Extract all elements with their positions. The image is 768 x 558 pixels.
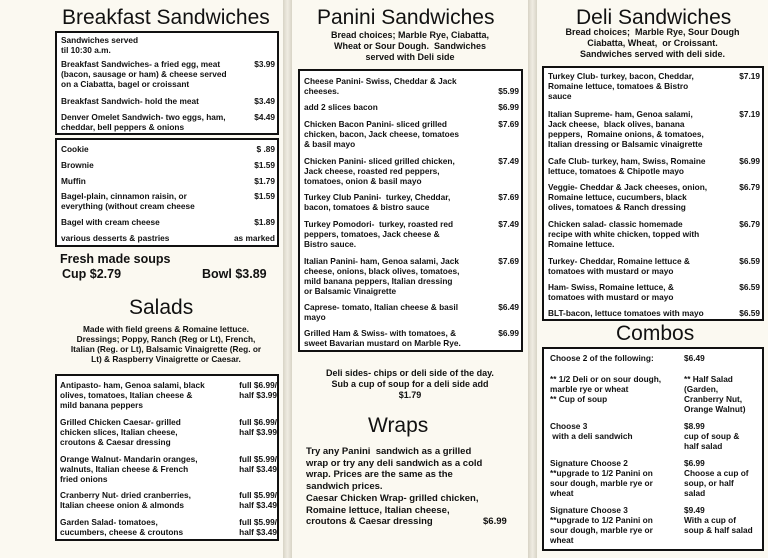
list-item: Cranberry Nut- dried cranberries, Italian cheese onion & almonds full $5.99/ half $3.49 bbox=[60, 490, 277, 510]
list-item: Choose 2 of the following: $6.49 bbox=[550, 353, 705, 363]
soups-heading: Fresh made soups bbox=[60, 252, 171, 266]
combos-title: Combos bbox=[616, 322, 695, 345]
left-panel bbox=[0, 0, 283, 558]
list-item: BLT-bacon, lettuce tomatoes with mayo $6.59 bbox=[548, 308, 760, 318]
list-item: Grilled Chicken Caesar- grilled chicken slices, Italian cheese, croutons & Caesar dressing full $6.99/ half $3.99 bbox=[60, 417, 277, 447]
list-item: Italian Supreme- ham, Genoa salami, Jack cheese, black olives, banana peppers, Romaine onions, & tomatoes, Italian dressing or Balsamic vinaigrette $7.19 bbox=[548, 109, 760, 149]
soup-bowl-price: Bowl $3.89 bbox=[202, 267, 267, 281]
list-item: Turkey- Cheddar, Romaine lettuce & tomatoes with mustard or mayo $6.59 bbox=[548, 256, 760, 276]
list-item: Signature Choose 3 **upgrade to 1/2 Panini on sour dough, marble rye or wheat $9.49 With a cup of soup & half salad bbox=[550, 505, 753, 545]
list-item: Breakfast Sandwich- hold the meat $3.49 bbox=[61, 96, 275, 106]
salads-title: Salads bbox=[129, 296, 194, 319]
list-item: Caprese- tomato, Italian cheese & basil mayo $6.49 bbox=[304, 302, 519, 322]
right-panel bbox=[537, 0, 768, 558]
caesar-wrap-price: $6.99 bbox=[483, 516, 507, 527]
list-item: Garden Salad- tomatoes, cucumbers, cheese & croutons full $5.99/ half $3.49 bbox=[60, 517, 277, 537]
list-item: Cafe Club- turkey, ham, Swiss, Romaine lettuce, tomatoes & Chipotle mayo $6.99 bbox=[548, 156, 760, 176]
deli-box bbox=[542, 66, 764, 321]
center-panel bbox=[292, 0, 528, 558]
list-item: Antipasto- ham, Genoa salami, black olives, tomatoes, Italian cheese & mild banana peppers full $6.99/ half $3.99 bbox=[60, 380, 277, 410]
fold-gutter-left bbox=[283, 0, 292, 558]
list-item: ** 1/2 Deli or on sour dough, marble rye or wheat ** Cup of soup ** Half Salad (Garden, Cranberry Nut, Orange Walnut) bbox=[550, 374, 746, 414]
list-item: Signature Choose 2 **upgrade to 1/2 Panini on sour dough, marble rye or wheat $6.99 Choose a cup of soup, or half salad bbox=[550, 458, 749, 498]
wraps-intro: Try any Panini sandwich as a grilled wrap or try any deli sandwich as a cold wrap. Prices are the same as the sandwich prices. bbox=[306, 446, 483, 492]
list-item: Chicken salad- classic homemade recipe with white chicken, topped with Romaine lettuce. $6.79 bbox=[548, 219, 760, 249]
list-item: Denver Omelet Sandwich- two eggs, ham, cheddar, bell peppers & onions $4.49 bbox=[61, 112, 275, 132]
salads-box bbox=[55, 374, 279, 541]
breakfast-title: Breakfast Sandwiches bbox=[62, 6, 270, 29]
list-item: Grilled Ham & Swiss- with tomatoes, & sweet Bavarian mustard on Marble Rye. $6.99 bbox=[304, 328, 519, 348]
caesar-wrap-desc: Caesar Chicken Wrap- grilled chicken, Romaine lettuce, Italian cheese, croutons & Caesar dressing bbox=[306, 493, 479, 527]
list-item: Turkey Club Panini- turkey, Cheddar, bacon, tomatoes & bistro sauce $7.69 bbox=[304, 192, 519, 212]
deli-title: Deli Sandwiches bbox=[576, 6, 732, 29]
list-item: Chicken Panini- sliced grilled chicken, Jack cheese, roasted red peppers, tomatoes, onion & basil mayo $7.49 bbox=[304, 156, 519, 186]
deli-intro: Bread choices; Marble Rye, Sour Dough Ciabatta, Wheat, or Croissant. Sandwiches served with deli side. bbox=[565, 27, 740, 59]
soup-cup-price: Cup $2.79 bbox=[62, 267, 122, 281]
list-item: Breakfast Sandwiches- a fried egg, meat (bacon, sausage or ham) & cheese served on a Ciabatta, bagel or croissant $3.99 bbox=[61, 59, 275, 89]
list-item: Orange Walnut- Mandarin oranges, walnuts, Italian cheese & French fried onions full $5.99/ half $3.49 bbox=[60, 454, 277, 484]
combos-box bbox=[542, 347, 764, 551]
list-item: Chicken Bacon Panini- sliced grilled chicken, bacon, Jack cheese, tomatoes & basil mayo $7.69 bbox=[304, 119, 519, 149]
salads-intro: Made with field greens & Romaine lettuce. Dressings; Poppy, Ranch (Reg or Lt), French, Italian (Reg. or Lt), Balsamic Vinaigrette (Reg. or Lt) & Raspberry Vinaigrette or Caesar. bbox=[70, 324, 262, 364]
list-item: add 2 slices bacon $6.99 bbox=[304, 102, 519, 112]
list-item: Veggie- Cheddar & Jack cheeses, onion, Romaine lettuce, cucumbers, black olives, tomatoes & Ranch dressing $6.79 bbox=[548, 182, 760, 212]
deli-sides-note: Deli sides- chips or deli side of the day. Sub a cup of soup for a deli side add $1.79 bbox=[326, 368, 494, 400]
panini-title: Panini Sandwiches bbox=[317, 6, 495, 29]
list-item: Turkey Club- turkey, bacon, Cheddar, Romaine lettuce, tomatoes & Bistro sauce $7.19 bbox=[548, 71, 760, 101]
list-item: Choose 3 with a deli sandwich $8.99 cup of soup & half salad bbox=[550, 421, 740, 451]
fold-gutter-right bbox=[528, 0, 537, 558]
breakfast-box bbox=[55, 31, 279, 135]
list-item: Turkey Pomodori- turkey, roasted red peppers, tomatoes, Jack cheese & Bistro sauce. $7.49 bbox=[304, 219, 519, 249]
list-item: Italian Panini- ham, Genoa salami, Jack cheese, onions, black olives, tomatoes, mild banana peppers, Italian dressing or Balsamic Vinaigrette $7.69 bbox=[304, 256, 519, 296]
list-item: Cheese Panini- Swiss, Cheddar & Jack cheeses. $5.99 bbox=[304, 76, 519, 96]
wraps-title: Wraps bbox=[368, 414, 429, 437]
bakery-box: Cookie $ .89 Brownie $1.59 Muffin $1.79 Bagel-plain, cinnamon raisin, or everything (without cream cheese $1.59 Bagel with cream cheese $1.89 various desserts & pastries as marked bbox=[55, 138, 279, 247]
list-item: Bagel-plain, cinnamon raisin, or everything (without cream cheese $1.59 bbox=[61, 191, 275, 211]
panini-box bbox=[298, 69, 523, 352]
list-item: Ham- Swiss, Romaine lettuce, & tomatoes with mustard or mayo $6.59 bbox=[548, 282, 760, 302]
panini-intro: Bread choices; Marble Rye, Ciabatta, Wheat or Sour Dough. Sandwiches served with Deli side bbox=[330, 30, 490, 62]
list-item: Sandwiches served til 10:30 a.m. bbox=[61, 35, 139, 55]
